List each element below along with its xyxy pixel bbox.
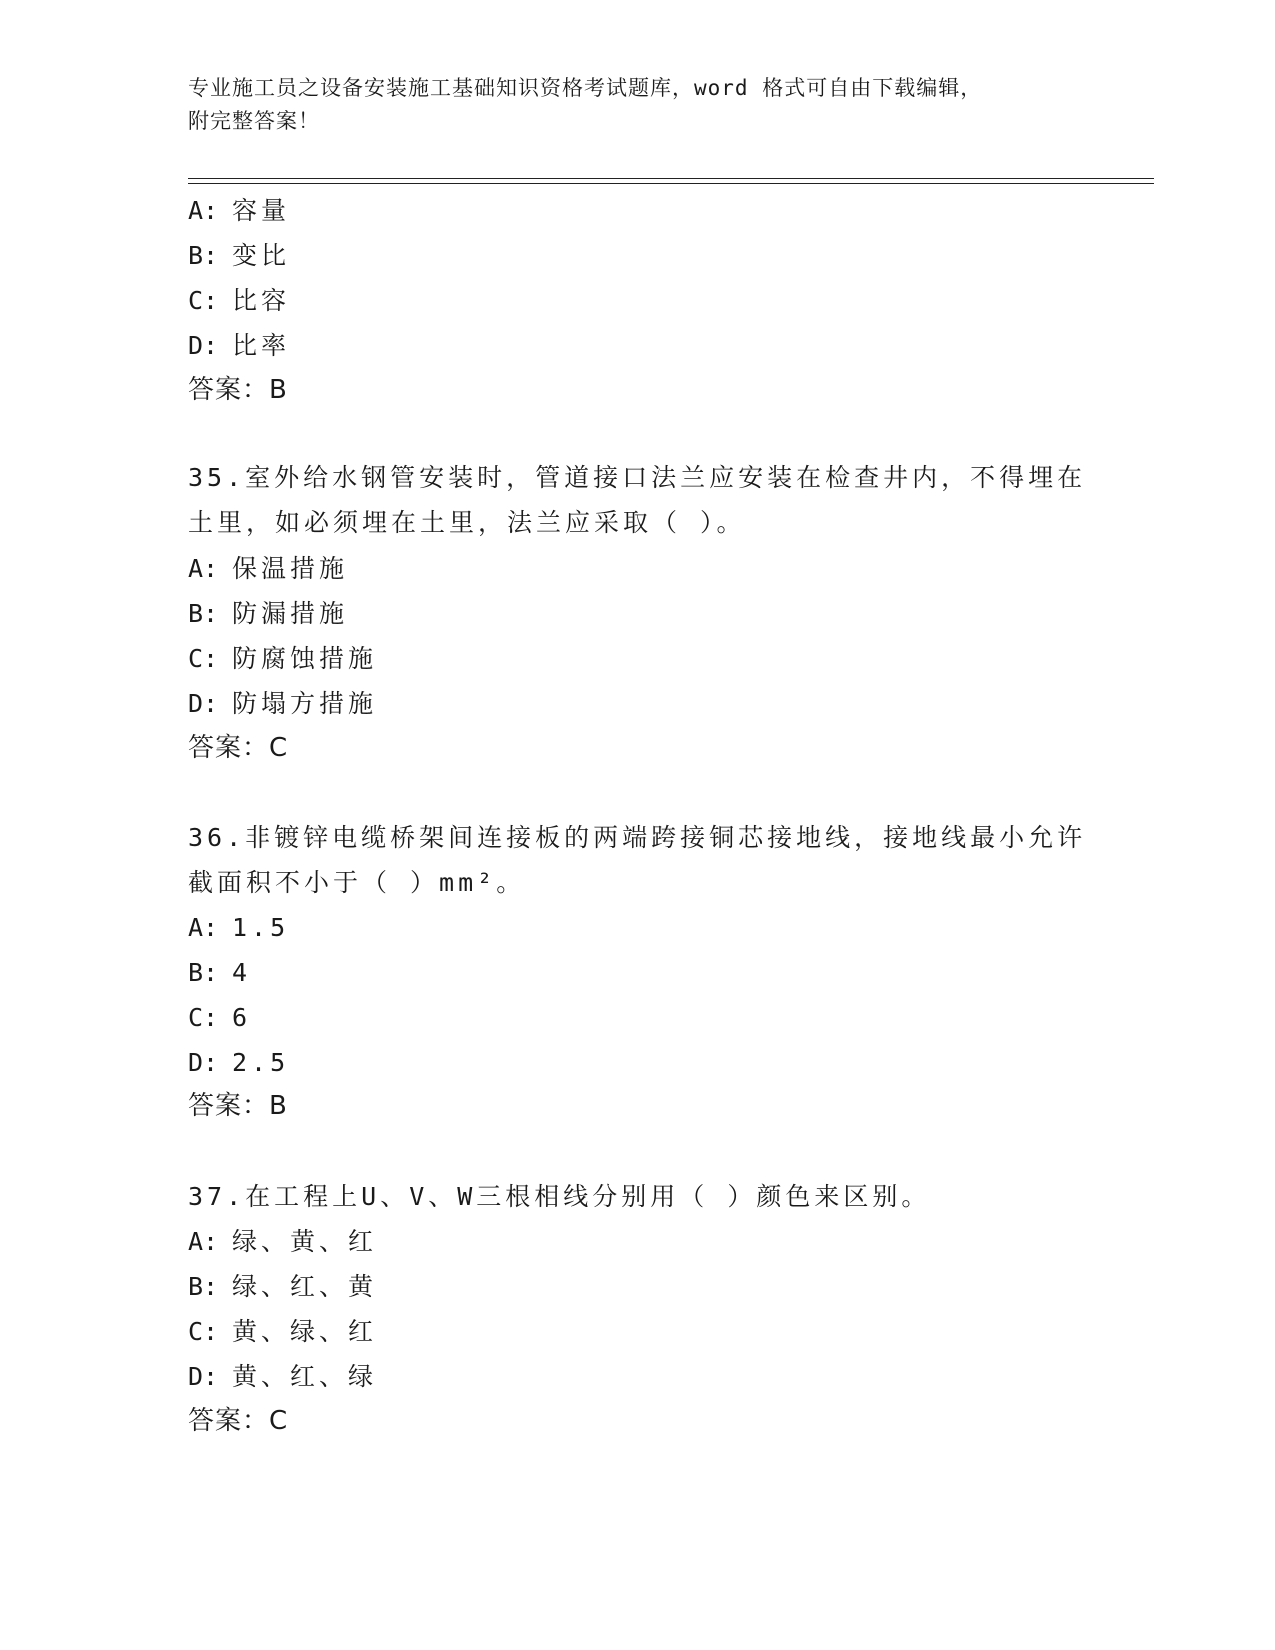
option-key: C: xyxy=(188,286,219,315)
option-key: B: xyxy=(188,1272,219,1301)
answer-line: 答案：C xyxy=(188,1406,289,1436)
option-text: 绿、黄、红 xyxy=(232,1227,378,1256)
option-key: C: xyxy=(188,1003,219,1032)
option-key: B: xyxy=(188,599,219,628)
answer-line: 答案：C xyxy=(188,733,289,763)
option-key: A: xyxy=(188,1227,219,1256)
option-c xyxy=(188,995,251,1040)
stem-line-1: 37.在工程上U、V、W三根相线分别用（ ）颜色来区别。 xyxy=(188,1182,931,1211)
option-a xyxy=(188,188,290,233)
option-d xyxy=(188,1354,377,1399)
option-text: 比容 xyxy=(232,286,291,315)
option-d xyxy=(188,323,290,368)
option-text: 防腐蚀措施 xyxy=(232,644,378,673)
option-text: 4 xyxy=(232,958,252,987)
option-a xyxy=(188,1219,377,1264)
option-key: A: xyxy=(188,913,219,942)
option-text: 防漏措施 xyxy=(232,599,349,628)
option-key: A: xyxy=(188,196,219,225)
option-text: 6 xyxy=(232,1003,252,1032)
option-text: 黄、绿、红 xyxy=(232,1317,378,1346)
option-text: 1.5 xyxy=(232,913,290,942)
option-key: C: xyxy=(188,1317,219,1346)
option-b xyxy=(188,950,251,995)
stem-line-2: 土里，如必须埋在土里，法兰应采取（ ）。 xyxy=(188,508,746,537)
option-key: A: xyxy=(188,554,219,583)
header-line-2: 附完整答案！ xyxy=(188,109,320,133)
option-b xyxy=(188,1264,377,1309)
stem-line-1: 36.非镀锌电缆桥架间连接板的两端跨接铜芯接地线，接地线最小允许 xyxy=(188,823,1087,852)
option-key: B: xyxy=(188,958,219,987)
option-text: 容量 xyxy=(232,196,291,225)
document-header xyxy=(188,72,1088,138)
option-d xyxy=(188,681,377,726)
answer-line: 答案：B xyxy=(188,375,288,405)
question-36-stem xyxy=(188,815,1088,905)
stem-line-1: 35.室外给水钢管安装时，管道接口法兰应安装在检查井内，不得埋在 xyxy=(188,463,1087,492)
option-d xyxy=(188,1040,289,1085)
header-divider-top xyxy=(188,178,1154,179)
option-text: 防塌方措施 xyxy=(232,689,378,718)
option-a xyxy=(188,546,348,591)
option-text: 2.5 xyxy=(232,1048,290,1077)
header-line-1: 专业施工员之设备安装施工基础知识资格考试题库，word 格式可自由下载编辑， xyxy=(188,76,983,100)
answer-line: 答案：B xyxy=(188,1091,288,1121)
option-key: B: xyxy=(188,241,219,270)
option-text: 绿、红、黄 xyxy=(232,1272,378,1301)
option-key: D: xyxy=(188,689,219,718)
option-c xyxy=(188,1309,377,1354)
question-37-stem xyxy=(188,1174,1088,1219)
option-c xyxy=(188,278,290,323)
option-key: D: xyxy=(188,331,219,360)
option-text: 变比 xyxy=(232,241,291,270)
option-b xyxy=(188,591,348,636)
option-c xyxy=(188,636,377,681)
option-key: D: xyxy=(188,1362,219,1391)
stem-line-2: 截面积不小于（ ）mm²。 xyxy=(188,868,526,897)
option-text: 比率 xyxy=(232,331,291,360)
option-text: 黄、红、绿 xyxy=(232,1362,378,1391)
option-key: D: xyxy=(188,1048,219,1077)
option-a xyxy=(188,905,289,950)
question-35-stem xyxy=(188,455,1088,545)
option-text: 保温措施 xyxy=(232,554,349,583)
option-b xyxy=(188,233,290,278)
option-key: C: xyxy=(188,644,219,673)
header-divider-bottom xyxy=(188,183,1154,184)
